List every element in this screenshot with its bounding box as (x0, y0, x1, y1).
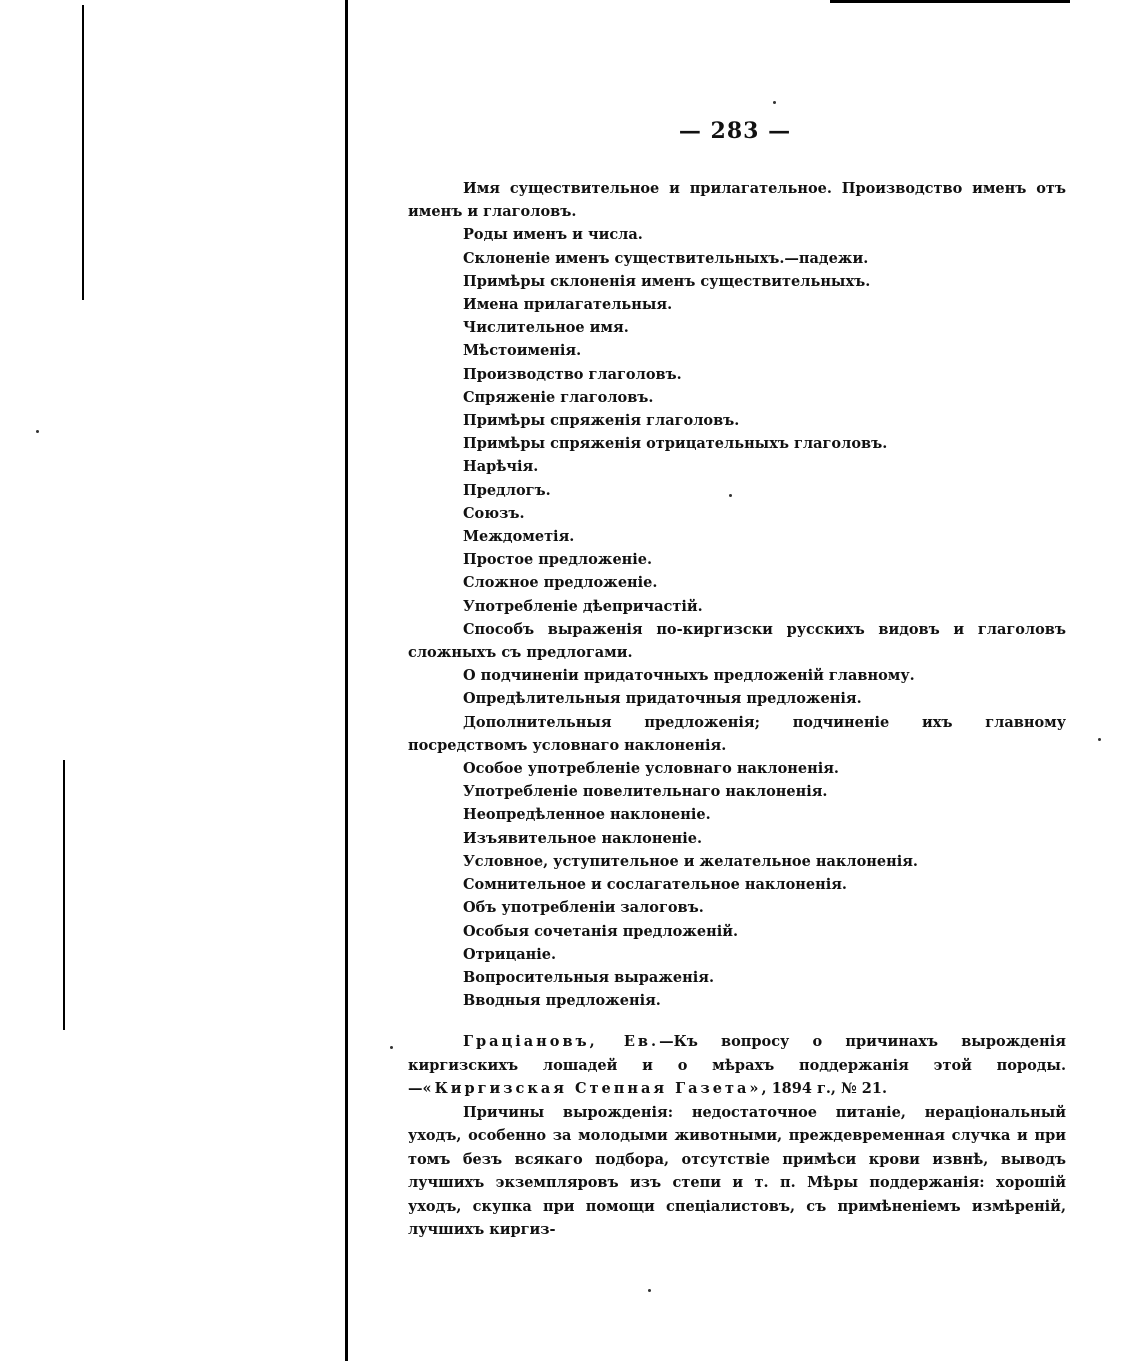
toc-item: Спряженіе глаголовъ. (463, 388, 654, 406)
entry-source-details: , 1894 г., № 21. (761, 1080, 888, 1097)
toc-item: Союзъ. (463, 504, 525, 522)
toc-item: Изъявительное наклоненіе. (463, 829, 703, 847)
bibliography-entry (408, 1030, 1066, 1242)
toc-item: Объ употребленіи залоговъ. (463, 899, 704, 917)
left-margin-line (82, 5, 84, 300)
speck (1098, 738, 1101, 741)
entry-citation (408, 1030, 1066, 1101)
toc-item: Опредѣлительныя придаточныя предложенія. (463, 690, 862, 708)
entry-title: —Къ вопросу о причинахъ вырожденія киргизскихъ лошадей и о мѣрахъ поддержанія этой породы.— (408, 1033, 1066, 1097)
toc-item: Производство глаголовъ. (463, 365, 682, 383)
table-of-contents (408, 177, 1066, 1012)
top-edge-line (830, 0, 1070, 3)
toc-item: Условное, уступительное и желательное наклоненія. (463, 852, 918, 870)
speck (36, 430, 39, 433)
toc-item: Имя существительное и прилагательное. Производство именъ отъ именъ и глаголовъ. (408, 180, 1066, 221)
toc-item: Вопросительныя выраженія. (463, 968, 715, 986)
entry-source: «Киргизская Степная Газета» (422, 1080, 762, 1097)
toc-item: Особое употребленіе условнаго наклоненія. (463, 760, 839, 778)
speck (648, 1289, 651, 1292)
toc-item: Сложное предложеніе. (463, 574, 658, 592)
speck (773, 101, 776, 104)
toc-item: Употребленіе дѣепричастій. (463, 597, 703, 615)
toc-item: Примѣры спряженія глаголовъ. (463, 412, 740, 430)
toc-item: Употребленіе повелительнаго наклоненія. (463, 783, 828, 801)
toc-item: Роды именъ и числа. (463, 226, 643, 244)
toc-item: Склоненіе именъ существительныхъ.—падежи. (463, 249, 869, 267)
toc-item: Нарѣчія. (463, 458, 539, 476)
toc-item: Дополнительныя предложенія; подчиненіе ихъ главному посредствомъ условнаго наклоненія. (408, 713, 1066, 754)
toc-item: Отрицаніе. (463, 945, 557, 963)
entry-body: Причины вырожденія: недостаточное питаніе, нераціональный уходъ, особенно за молодыми животными, преждевременная случка и при томъ безъ всякаго подбора, отсутствіе примѣси крови извнѣ, выводъ лучшихъ экземпляровъ изъ степи и т. п. Мѣры поддержанія: хорошій уходъ, скупка при помощи спеціалистовъ, съ примѣненіемъ измѣреній, лучшихъ киргиз- (408, 1103, 1066, 1238)
toc-item: Примѣры спряженія отрицательныхъ глаголовъ. (463, 435, 888, 453)
entry-author: Граціановъ, Ев. (463, 1033, 660, 1050)
toc-item: Способъ выраженія по-киргизски русскихъ видовъ и глаголовъ сложныхъ съ предлогами. (408, 620, 1066, 662)
toc-item: Предлогъ. (463, 481, 551, 499)
toc-item: Неопредѣленное наклоненіе. (463, 806, 711, 824)
binding-edge-line (345, 0, 348, 1361)
toc-item: Примѣры склоненія именъ существительныхъ. (463, 272, 871, 290)
toc-item: Имена прилагательныя. (463, 296, 673, 314)
left-margin-line-lower (63, 760, 65, 1030)
toc-item: Вводныя предложенія. (463, 992, 661, 1010)
toc-item: О подчиненіи придаточныхъ предложеній главному. (463, 667, 915, 685)
toc-item: Простое предложеніе. (463, 551, 653, 569)
toc-item: Сомнительное и сослагательное наклоненія. (463, 876, 847, 894)
speck (390, 1046, 393, 1049)
toc-item: Мѣстоименія. (463, 342, 582, 360)
toc-item: Числительное имя. (463, 319, 629, 337)
toc-item: Особыя сочетанія предложеній. (463, 922, 739, 940)
page-number: — 283 — (678, 118, 792, 144)
toc-item: Междометія. (463, 528, 575, 546)
